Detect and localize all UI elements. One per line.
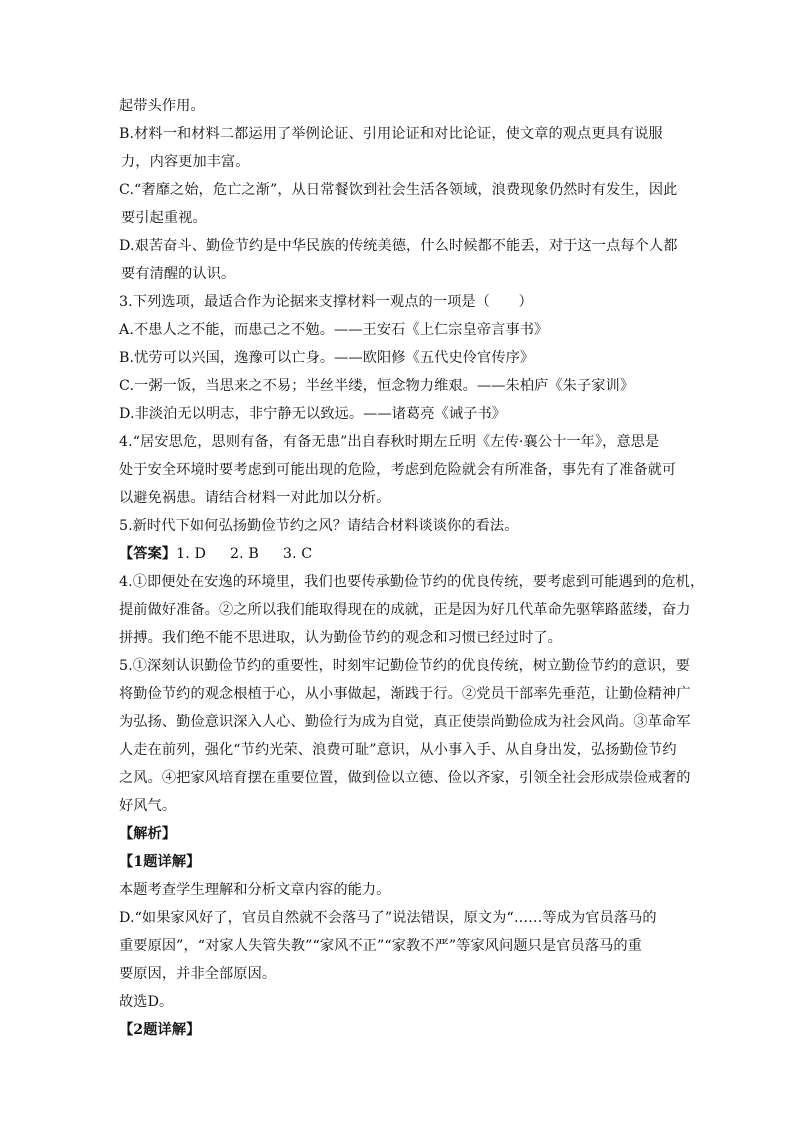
answer-line: 5.①深刻认识勤俭节约的重要性，时刻牢记勤俭节约的优良传统，树立勤俭节约的意识，要 — [119, 658, 690, 674]
q3-option-c: C.一粥一饭，当思来之不易；半丝半缕，恒念物力维艰。——朱柏庐《朱子家训》 — [119, 378, 635, 394]
option-b-line: B.材料一和材料二都运用了举例论证、引用论证和对比论证，使文章的观点更具有说服 — [119, 126, 663, 142]
option-d-line: D.艰苦奋斗、勤俭节约是中华民族的传统美德，什么时候都不能丢，对于这一点每个人都 — [119, 238, 678, 254]
answer-line: 提前做好准备。②之所以我们能取得现在的成就，正是因为好几代革命先驱筚路蓝缕，奋力 — [119, 602, 691, 618]
question-4-line: 以避免祸患。请结合材料一对此加以分析。 — [119, 490, 391, 506]
analysis-line: 本题考查学生理解和分析文章内容的能力。 — [119, 882, 391, 898]
q3-option-d: D.非淡泊无以明志，非宁静无以致远。——诸葛亮《诫子书》 — [119, 406, 507, 422]
document-body — [119, 92, 705, 1044]
answer-line: 拼搏。我们绝不能不思进取，认为勤俭节约的观念和习惯已经过时了。 — [119, 630, 562, 646]
analysis-line: D.“如果家风好了，官员自然就不会落马了”说法错误，原文为“……等成为官员落马的 — [119, 910, 657, 926]
answer-line: 将勤俭节约的观念根植于心，从小事做起，渐践于行。②党员干部率先垂范，让勤俭精神广 — [119, 686, 691, 702]
answer-line: 之风。④把家风培育摆在重要位置，做到俭以立德、俭以齐家，引领全社会形成崇俭戒奢的 — [119, 770, 691, 786]
option-c-line: C.“奢靡之始，危亡之渐”，从日常餐饮到社会生活各领域，浪费现象仍然时有发生，因此 — [119, 182, 678, 198]
question-5: 5.新时代下如何弘扬勤俭节约之风？请结合材料谈谈你的看法。 — [119, 518, 519, 534]
analysis-heading: 【解析】 — [119, 826, 177, 842]
answer-line: 为弘扬、勤俭意识深入人心、勤俭行为成为自觉，真正使崇尚勤俭成为社会风尚。③革命军 — [119, 714, 691, 730]
answer-item: 1. D — [176, 546, 206, 562]
answer-summary — [119, 540, 679, 568]
text-line: 起带头作用。 — [119, 98, 205, 114]
question-4: 4.“居安思危，思则有备，有备无患”出自春秋时期左丘明《左传·襄公十一年》，意思是 — [119, 434, 660, 450]
question-4-line: 处于安全环境时要考虑到可能出现的危险，考虑到危险就会有所准备，事先有了准备就可 — [119, 462, 677, 478]
answer-item: 2. B — [229, 546, 259, 562]
q3-option-b: B.忧劳可以兴国，逸豫可以亡身。——欧阳修《五代史伶官传序》 — [119, 350, 535, 366]
question-3: 3.下列选项，最适合作为论据来支撑材料一观点的一项是（ ） — [119, 294, 533, 310]
text-line: 力，内容更加丰富。 — [121, 154, 250, 170]
analysis-line: 故选D。 — [119, 994, 174, 1010]
text-line: 要有清醒的认识。 — [121, 266, 236, 282]
answer-item: 3. C — [282, 546, 313, 562]
answer-line: 好风气。 — [119, 798, 177, 814]
text-line: 要引起重视。 — [121, 210, 207, 226]
analysis-line: 要原因，并非全部原因。 — [119, 966, 277, 982]
answer-line: 4.①即便处在安逸的环境里，我们也要传承勤俭节约的优良传统，要考虑到可能遇到的危机， — [119, 574, 705, 590]
answer-label: 【答案】 — [119, 546, 177, 562]
q3-option-a: A.不患人之不能，而患己之不勉。——王安石《上仁宗皇帝言事书》 — [119, 322, 549, 338]
answer-line: 人走在前列，强化“节约光荣、浪费可耻”意识，从小事入手、从自身出发，弘扬勤俭节约 — [119, 742, 677, 758]
q1-analysis-heading: 【1题详解】 — [119, 854, 201, 870]
q2-analysis-heading: 【2题详解】 — [119, 1022, 201, 1038]
answer-details — [119, 568, 705, 820]
analysis-line: 重要原因”，“对家人失管失教”“家风不正”“家教不严”等家风问题只是官员落马的重 — [119, 938, 642, 954]
